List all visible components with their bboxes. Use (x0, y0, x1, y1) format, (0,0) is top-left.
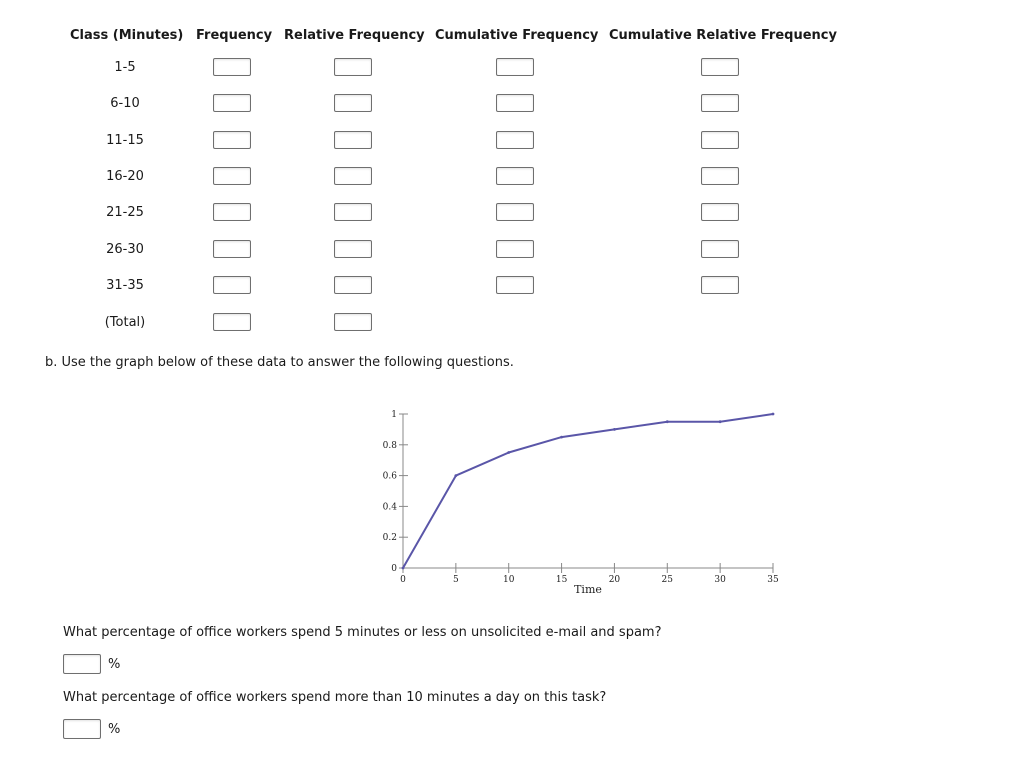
header-class: Class (Minutes) (70, 28, 184, 43)
cumulative-frequency-input-11-15[interactable] (496, 131, 534, 149)
cumulative-frequency-input-31-35[interactable] (496, 276, 534, 294)
x-tick-label: 10 (502, 575, 515, 585)
y-tick-label: 0.2 (382, 533, 397, 544)
frequency-input-1-5[interactable] (213, 58, 251, 76)
x-tick-label: 20 (608, 575, 621, 585)
cumulative-relative-frequency-input-6-10[interactable] (701, 94, 739, 112)
series-line (403, 414, 773, 568)
relative-frequency-input-31-35[interactable] (334, 276, 372, 294)
cumulative-relative-frequency-input-16-20[interactable] (701, 167, 739, 185)
question-2-percent-unit: % (108, 722, 121, 737)
row-label-1-5: 1-5 (114, 60, 136, 75)
frequency-input-6-10[interactable] (213, 94, 251, 112)
frequency-input-26-30[interactable] (213, 240, 251, 258)
x-tick-label: 15 (555, 575, 568, 585)
question-2-prompt: What percentage of office workers spend more than 10 minutes a day on this task? (63, 690, 607, 705)
data-point (507, 451, 510, 454)
data-point (666, 420, 669, 423)
header-cumulative-relative-frequency: Cumulative Relative Frequency (609, 28, 837, 43)
x-tick-label: 25 (661, 575, 674, 585)
cumulative-frequency-input-26-30[interactable] (496, 240, 534, 258)
row-label-11-15: 11-15 (106, 133, 144, 148)
x-tick-label: 30 (714, 575, 726, 585)
ogive-chart (370, 400, 790, 600)
y-tick-label: 0.8 (382, 440, 397, 451)
y-tick-label: 0.6 (382, 471, 397, 482)
row-label-21-25: 21-25 (106, 205, 144, 220)
question-2-answer-input[interactable] (63, 719, 101, 739)
data-point (402, 567, 405, 570)
relative-frequency-input-21-25[interactable] (334, 203, 372, 221)
frequency-input-21-25[interactable] (213, 203, 251, 221)
frequency-input-total[interactable] (213, 313, 251, 331)
y-tick-label: 0 (391, 564, 397, 574)
frequency-input-31-35[interactable] (213, 276, 251, 294)
cumulative-frequency-input-1-5[interactable] (496, 58, 534, 76)
header-cumulative-frequency: Cumulative Frequency (435, 28, 599, 43)
relative-frequency-input-6-10[interactable] (334, 94, 372, 112)
data-point (454, 474, 457, 477)
chart-axes (403, 414, 773, 568)
chart-ticks (383, 410, 779, 585)
row-label-26-30: 26-30 (106, 242, 144, 257)
cumulative-relative-frequency-input-26-30[interactable] (701, 240, 739, 258)
cumulative-relative-frequency-input-21-25[interactable] (701, 203, 739, 221)
row-label-total: (Total) (104, 315, 146, 330)
cumulative-relative-frequency-input-11-15[interactable] (701, 131, 739, 149)
data-point (772, 413, 775, 416)
row-label-6-10: 6-10 (110, 96, 140, 111)
question-1-percent-unit: % (108, 657, 121, 672)
question-1-prompt: What percentage of office workers spend 5 minutes or less on unsolicited e-mail and spam? (63, 625, 662, 640)
relative-frequency-input-16-20[interactable] (334, 167, 372, 185)
relative-frequency-input-total[interactable] (334, 313, 372, 331)
relative-frequency-input-26-30[interactable] (334, 240, 372, 258)
x-tick-label: 5 (452, 575, 459, 585)
part-b-instruction: b. Use the graph below of these data to answer the following questions. (45, 355, 514, 370)
x-tick-label: 0 (400, 575, 406, 585)
x-tick-label: 35 (767, 575, 779, 585)
frequency-input-11-15[interactable] (213, 131, 251, 149)
header-frequency: Frequency (196, 28, 273, 43)
data-point (560, 436, 563, 439)
y-tick-label: 0.4 (382, 502, 397, 513)
data-point (613, 428, 616, 431)
header-relative-frequency: Relative Frequency (284, 28, 425, 43)
cumulative-frequency-input-16-20[interactable] (496, 167, 534, 185)
question-1-answer-input[interactable] (63, 654, 101, 674)
frequency-input-16-20[interactable] (213, 167, 251, 185)
cumulative-relative-frequency-input-1-5[interactable] (701, 58, 739, 76)
relative-frequency-input-1-5[interactable] (334, 58, 372, 76)
cumulative-relative-frequency-input-31-35[interactable] (701, 276, 739, 294)
data-point (719, 420, 722, 423)
y-tick-label: 1 (391, 410, 397, 420)
cumulative-frequency-input-6-10[interactable] (496, 94, 534, 112)
chart-series (402, 413, 775, 570)
row-label-31-35: 31-35 (106, 278, 144, 293)
relative-frequency-input-11-15[interactable] (334, 131, 372, 149)
cumulative-frequency-input-21-25[interactable] (496, 203, 534, 221)
x-axis-label: Time (574, 583, 602, 596)
row-label-16-20: 16-20 (106, 169, 144, 184)
